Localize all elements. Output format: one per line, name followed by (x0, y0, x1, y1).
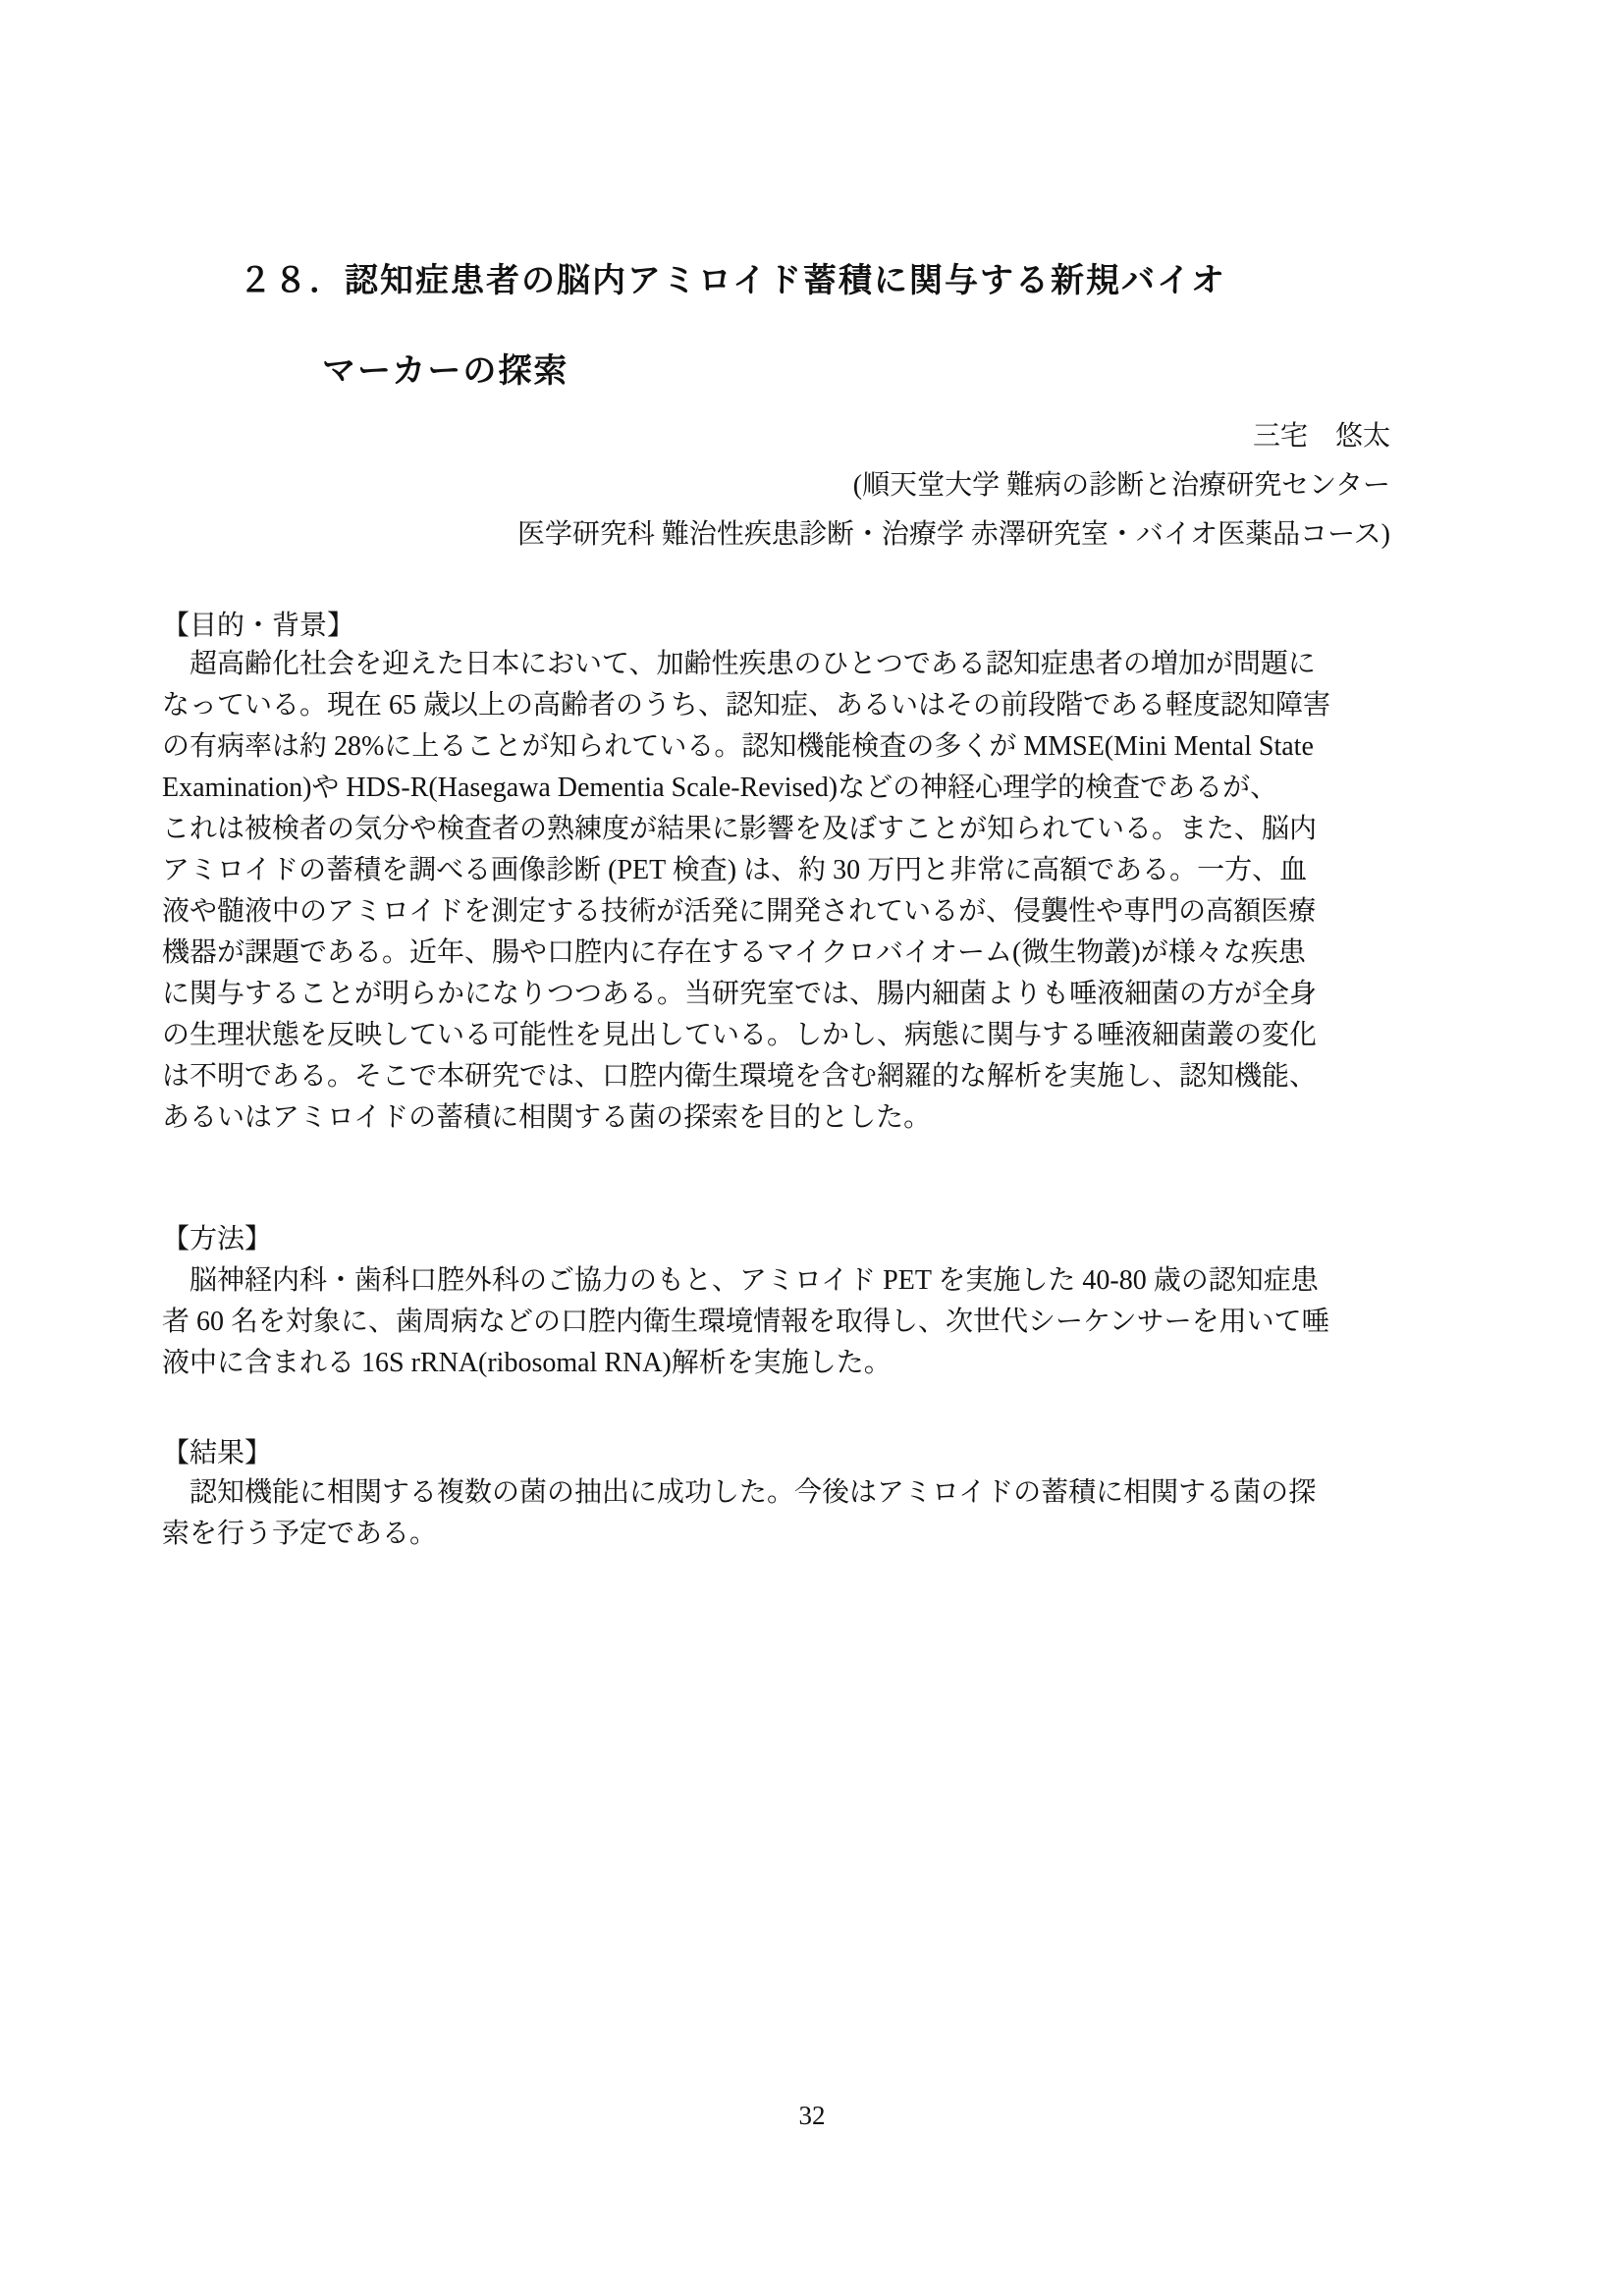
text-line: 者 60 名を対象に、歯周病などの口腔内衛生環境情報を取得し、次世代シーケンサーを用いて唾 (162, 1307, 1329, 1337)
text-line: Examination)や HDS-R(Hasegawa Dementia Scale-Revised)などの神経心理学的検査であるが、 (162, 773, 1278, 803)
text-line: 脳神経内科・歯科口腔外科のご協力のもと、アミロイド PET を実施した 40-80 歳の認知症患 (162, 1265, 1319, 1296)
document-title-line-1: ２８．認知症患者の脳内アミロイド蓄積に関与する新規バイオ (239, 263, 1226, 299)
section-body-result (162, 1472, 1478, 1555)
author-name: 三宅 悠太 (1252, 421, 1390, 452)
text-line: 索を行う予定である。 (162, 1519, 438, 1549)
section-heading-result: 【結果】 (162, 1438, 273, 1468)
section-body-method (162, 1260, 1478, 1384)
page-number: 32 (798, 2101, 826, 2130)
text-line: 液や髄液中のアミロイドを測定する技術が活発に開発されているが、侵襲性や専門の高額医療 (162, 896, 1317, 927)
text-line: アミロイドの蓄積を調べる画像診断 (PET 検査) は、約 30 万円と非常に高額である。一方、血 (162, 855, 1308, 885)
text-line: なっている。現在 65 歳以上の高齢者のうち、認知症、あるいはその前段階である軽度認知障害 (162, 690, 1331, 721)
document-title-line-2: マーカーの探索 (322, 353, 569, 390)
text-line: 液中に含まれる 16S rRNA(ribosomal RNA)解析を実施した。 (162, 1348, 892, 1378)
text-line: 認知機能に相関する複数の菌の抽出に成功した。今後はアミロイドの蓄積に相関する菌の探 (162, 1477, 1317, 1508)
section-body-purpose-background (162, 644, 1478, 1139)
text-line: 超高齢化社会を迎えた日本において、加齢性疾患のひとつである認知症患者の増加が問題に (162, 649, 1316, 679)
text-line: の生理状態を反映している可能性を見出している。しかし、病態に関与する唾液細菌叢の変化 (162, 1020, 1318, 1050)
affiliation-lines (517, 461, 1390, 560)
text-line: これは被検者の気分や検査者の熟練度が結果に影響を及ぼすことが知られている。また、脳内 (162, 814, 1318, 844)
affiliation-line: (順天堂大学 難病の診断と治療研究センター (852, 470, 1390, 501)
text-line: 機器が課題である。近年、腸や口腔内に存在するマイクロバイオーム(微生物叢)が様々な疾患 (162, 937, 1306, 968)
text-line: の有病率は約 28%に上ることが知られている。認知機能検査の多くが MMSE(Mini Mental State (162, 731, 1314, 762)
section-heading-method: 【方法】 (162, 1224, 273, 1255)
text-line: に関与することが明らかになりつつある。当研究室では、腸内細菌よりも唾液細菌の方が全身 (162, 979, 1318, 1009)
text-line: あるいはアミロイドの蓄積に相関する菌の探索を目的とした。 (162, 1102, 932, 1133)
text-line: は不明である。そこで本研究では、口腔内衛生環境を含む網羅的な解析を実施し、認知機能、 (162, 1061, 1318, 1092)
section-heading-purpose-background: 【目的・背景】 (162, 611, 355, 641)
byline-block (517, 412, 1390, 560)
affiliation-line: 医学研究科 難治性疾患診断・治療学 赤澤研究室・バイオ医薬品コース) (516, 519, 1390, 550)
